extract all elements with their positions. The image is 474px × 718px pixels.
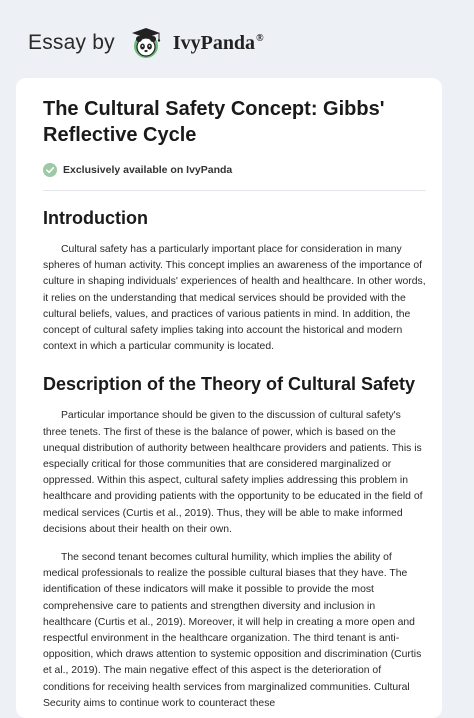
- panda-logo-icon: [123, 26, 169, 60]
- brand[interactable]: [28, 26, 264, 60]
- badge-text: Exclusively available on IvyPanda: [63, 164, 233, 176]
- brand-name: IvyPanda®: [172, 31, 264, 54]
- intro-paragraph: Cultural safety has a particularly important place for consideration in many spheres of human activity. This concept implies an awareness of the importance of culture in shaping individuals' experiences of health and healthcare. In other words, it relies on the understanding that medical services should be provided with the cultural beliefs, values, and practices of various patients in mind. In addition, the concept of cultural safety implies taking into account the historical and modern context in which a particular community is located.: [43, 244, 426, 353]
- theory-paragraph-1: Particular importance should be given to the discussion of cultural safety's three tenets. The first of these is the balance of power, which is based on the unequal distribution of authority between healthcare providers and patients. This is especially critical for those communities that are considered marginalized or oppressed. Within this aspect, cultural safety implies addressing this problem in healthcare and providing patients with the opportunity to be educated in the field of medical services (Curtis et al., 2019). Thus, they will be able to make informed decisions about their health on their own.: [43, 410, 423, 535]
- page-title: The Cultural Safety Concept: Gibbs' Reflective Cycle: [43, 98, 385, 146]
- divider: [43, 190, 426, 191]
- check-circle-icon: [43, 163, 57, 177]
- section-heading-introduction: Introduction: [43, 208, 148, 228]
- site-header: [0, 0, 474, 78]
- exclusive-badge: [43, 160, 426, 180]
- article-card: [16, 78, 442, 718]
- theory-paragraph-2: The second tenant becomes cultural humility, which implies the ability of medical professionals to realize the possible cultural biases that they have. The identification of these indicators will make it possible to provide the most comprehensive care to patients and strengthen diversity and inclusion in healthcare (Curtis et al., 2019). Moreover, it will help in creating a more open and respectful environment in the healthcare organization. The third tenant is anti-opposition, which draws attention to systemic opposition and discrimination (Curtis et al., 2019). The main negative effect of this aspect is the deterioration of conditions for receiving health services from marginalized communities. Cultural Security aims to continue work to counteract these: [43, 552, 422, 709]
- registered-mark: ®: [256, 32, 264, 44]
- section-heading-theory: Description of the Theory of Cultural Safety: [43, 374, 416, 395]
- essay-by-label: Essay by: [28, 31, 115, 54]
